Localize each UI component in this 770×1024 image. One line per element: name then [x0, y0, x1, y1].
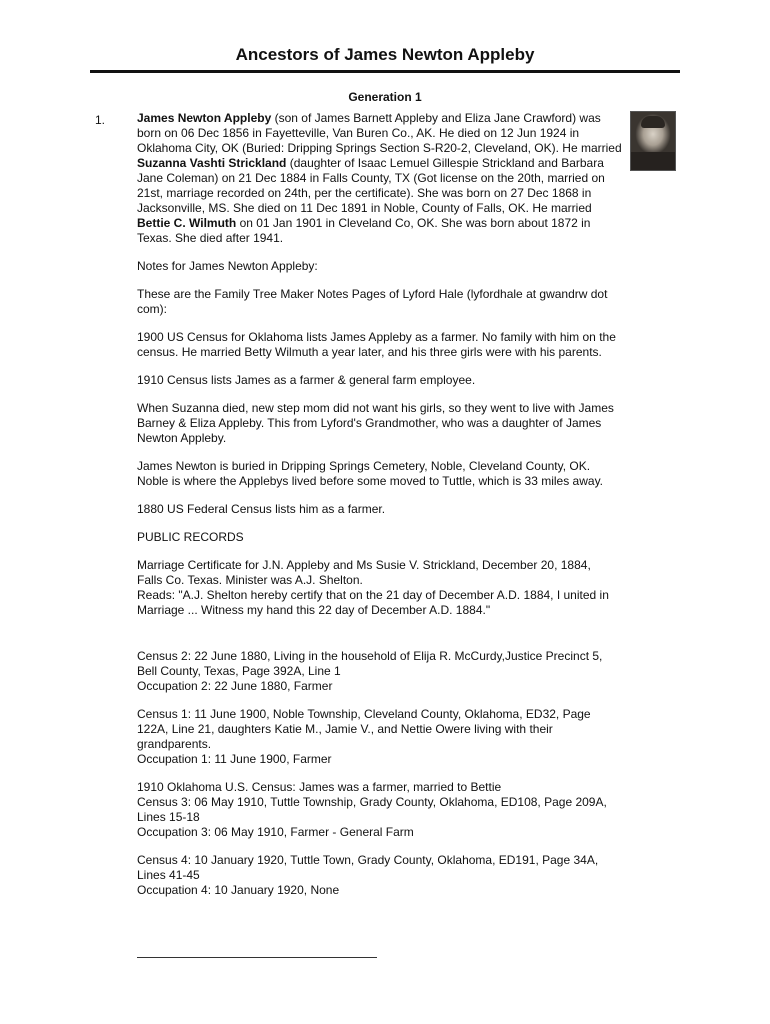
notes-paragraph: When Suzanna died, new step mom did not want his girls, so they went to live with James Barney & Eliza Appleby. This from Lyford's Grandmother, who was a daughter of James Newton Appleby. [137, 401, 614, 445]
portrait-coat [631, 152, 675, 170]
entry-number: 1. [95, 113, 106, 127]
spouse-name: Bettie C. Wilmuth [137, 216, 237, 230]
record-line: Occupation 2: 22 June 1880, Farmer [137, 679, 333, 693]
notes-paragraph: 1900 US Census for Oklahoma lists James Appleby as a farmer. No family with him on the census. He married Betty Wilmuth a year later, and his three girls were with his parents. [137, 330, 616, 359]
spacer [137, 631, 622, 649]
record-line: Census 4: 10 January 1920, Tuttle Town, Grady County, Oklahoma, ED191, Page 34A, Lines 41-45 [137, 853, 599, 882]
notes-paragraph: 1880 US Federal Census lists him as a farmer. [137, 502, 386, 516]
notes-paragraph: 1910 Census lists James as a farmer & general farm employee. [137, 373, 476, 387]
footer-rule [137, 957, 377, 958]
record-line: Occupation 3: 06 May 1910, Farmer - General Farm [137, 825, 414, 839]
record-line: Reads: "A.J. Shelton hereby certify that on the 21 day of December A.D. 1884, I united in Marriage ... Witness my hand this 22 day of December A.D. 1884." [137, 588, 609, 617]
record-line: 1910 Oklahoma U.S. Census: James was a farmer, married to Bettie [137, 780, 502, 794]
entry-text: (daughter of Isaac Lemuel Gillespie Strickland and Barbara Jane Coleman) on 21 Dec 1884 in Falls County, TX (Got license on the 20th, married on 21st, marriage recorded on 24th, per the certificate). She was born on 27 Dec 1868 in Jacksonville, MS. She died on 11 Dec 1891 in Noble, County of Falls, OK. He married [137, 156, 605, 215]
entry-text: (son of James Barnett Appleby and Eliza Jane Crawford) was born on 06 Dec 1856 in Fayetteville, Van Buren Co., AK. He died on 12 Jun 1924 in Oklahoma City, OK (Buried: Dripping Springs Section S-R20-2, Cleveland, OK). He married [137, 111, 622, 155]
census-record [137, 707, 622, 767]
record-line: Census 2: 22 June 1880, Living in the household of Elija R. McCurdy,Justice Precinct 5, Bell County, Texas, Page 392A, Line 1 [137, 649, 603, 678]
person-name: James Newton Appleby [137, 111, 272, 125]
record-line: Marriage Certificate for J.N. Appleby and Ms Susie V. Strickland, December 20, 1884, [137, 558, 591, 572]
record-line: Occupation 1: 11 June 1900, Farmer [137, 752, 332, 766]
entry-content [137, 111, 622, 911]
notes-heading: Notes for James Newton Appleby: [137, 259, 318, 273]
notes-paragraph: These are the Family Tree Maker Notes Pages of Lyford Hale (lyfordhale at gwandrw dot com): [137, 287, 608, 316]
generation-heading: Generation 1 [348, 90, 422, 104]
census-record [137, 780, 622, 840]
census-record [137, 853, 622, 898]
notes-paragraph: James Newton is buried in Dripping Springs Cemetery, Noble, Cleveland County, OK. Noble is where the Applebys lived before some moved to Tuttle, which is 33 miles away. [137, 459, 604, 488]
record-line: Census 3: 06 May 1910, Tuttle Township, Grady County, Oklahoma, ED108, Page 209A, Lines 15-18 [137, 795, 607, 824]
document-title: Ancestors of James Newton Appleby [235, 45, 535, 64]
spouse-name: Suzanna Vashti Strickland [137, 156, 287, 170]
entry-text: on 01 Jan 1901 in Cleveland Co, OK. She was born about 1872 in Texas. She died after 1941. [137, 216, 591, 245]
census-record [137, 649, 622, 694]
portrait-hair [641, 116, 665, 128]
record-line: Census 1: 11 June 1900, Noble Township, Cleveland County, Oklahoma, ED32, Page 122A, Line 21, daughters Katie M., Jamie V., and Nettie Owere living with their grandparents. [137, 707, 591, 751]
record-line: Falls Co. Texas. Minister was A.J. Shelton. [137, 573, 363, 587]
public-records-heading: PUBLIC RECORDS [137, 530, 244, 544]
record-line: Occupation 4: 10 January 1920, None [137, 883, 340, 897]
entry-paragraph [137, 111, 622, 246]
marriage-record [137, 558, 622, 618]
portrait-photo [630, 111, 676, 171]
title-rule [90, 70, 680, 73]
